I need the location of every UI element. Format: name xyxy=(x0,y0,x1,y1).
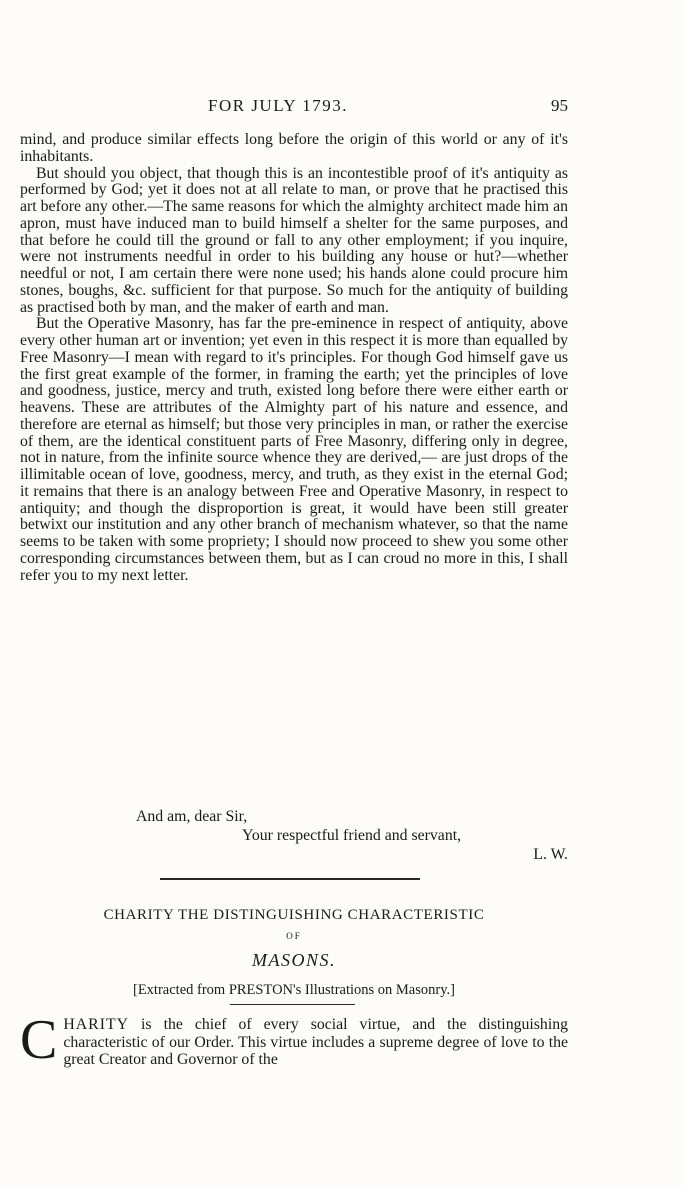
article-title-rule xyxy=(230,1004,355,1005)
drop-cap: C xyxy=(20,1009,58,1071)
article-title-masons: MASONS. xyxy=(252,950,336,970)
article-body xyxy=(20,1009,569,1071)
running-title: FOR JULY 1793. xyxy=(208,96,349,115)
letter-paragraph-1: mind, and produce similar effects long before the origin of this world or any of it's inhabitants. xyxy=(20,131,568,165)
letter-paragraph-3: But the Operative Masonry, has far the pre-eminence in respect of antiquity, above every other human art or invention; yet even in this respect it is more than equalled by Free Masonry—I mean with regard to it's principles. For though God himself gave us the first great example of the former, in framing the earth; yet the principles of love and goodness, justice, mercy and truth, existed long before there were either earth or heavens. These are attributes of the Almighty part of his nature and essence, and therefore are eternal as himself; but those very principles in man, or rather the exercise of them, are the identical constituent parts of Free Masonry, differing only in degree, not in nature, from the infinite source whence they are derived,— are just drops of the illimitable ocean of love, goodness, mercy, and truth, as they exist in the eternal God; it remains that there is an analogy between Free and Operative Masonry, in respect to antiquity; and though the disproportion is great, it would have been still greater betwixt our institution and any other branch of mechanism whatever, so that the name seems to be taken with some propriety; I should now proceed to shew you some other corresponding circumstances between them, but as I can croud no more in this, I shall refer you to my next letter. xyxy=(20,315,568,584)
closing-salutation: And am, dear Sir, xyxy=(136,808,248,825)
article-title-line-1: CHARITY THE DISTINGUISHING CHARACTERISTIC xyxy=(103,907,485,923)
article-first-word: HARITY xyxy=(63,1016,130,1033)
closing-line: Your respectful friend and servant, xyxy=(242,827,462,844)
running-header xyxy=(20,96,568,120)
article-body-text: is the chief of every social virtue, and the distinguishing characteristic of our Order. This virtue includes a supreme degree of love to the great Creator and Governor of the xyxy=(63,1016,569,1068)
article-source: [Extracted from PRESTON's Illustrations on Masonry.] xyxy=(133,982,455,998)
page-number: 95 xyxy=(551,96,568,115)
letter-paragraph-2: But should you object, that though this is an incontestible proof of it's antiquity as performed by God; yet it does not at all relate to man, or prove that he practised this art before any other.—The same reasons for which the almighty architect made him an apron, must have induced man to build himself a shelter for the same purposes, and that before he could till the ground or fall to any other employment; if you inquire, were not instruments needful in order to his building any house or hut?—whether needful or not, I am certain there were none used; his hands alone could procure him stones, boughs, &c. sufficient for that purpose. So much for the antiquity of building as practised both by man, and the maker of earth and man. xyxy=(20,164,568,316)
signature: L. W. xyxy=(533,846,568,863)
article-title-of: OF xyxy=(286,931,302,941)
section-divider xyxy=(160,878,420,880)
letter-body xyxy=(20,132,568,584)
